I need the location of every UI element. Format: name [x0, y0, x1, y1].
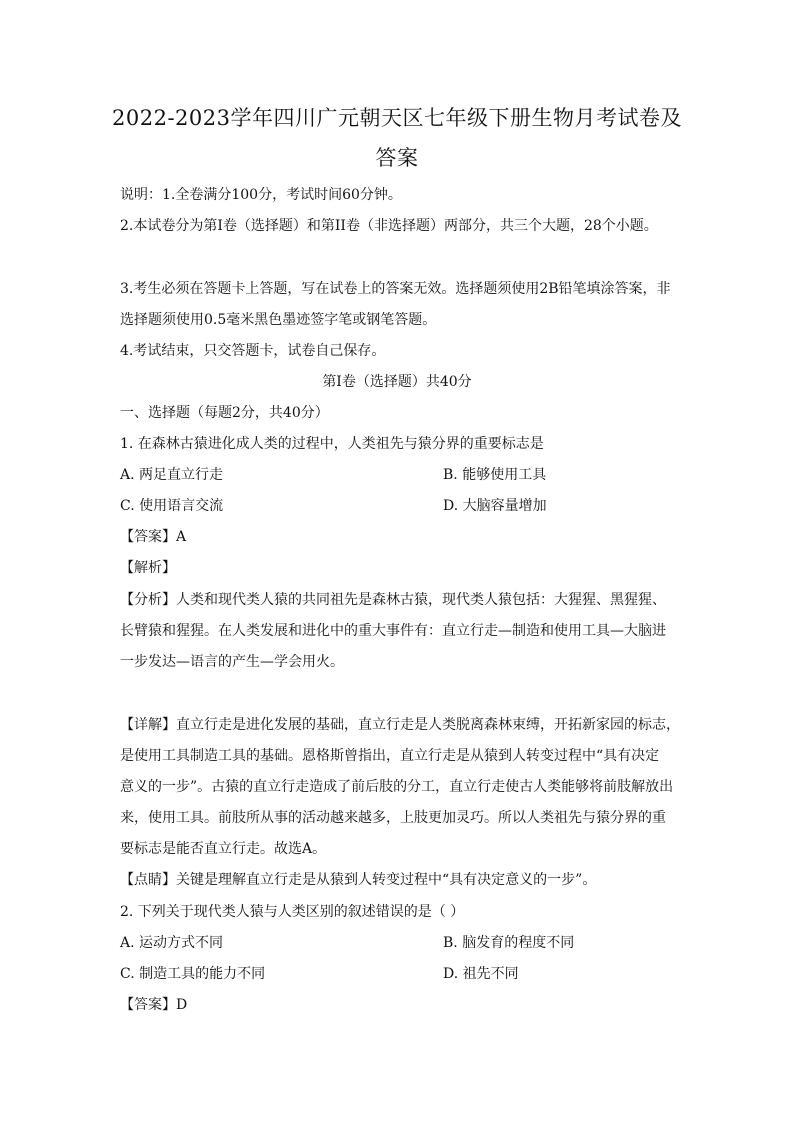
question-1-xiangjie-line-2: 是使用工具制造工具的基础。恩格斯曾指出，直立行走是从猿到人转变过程中“具有决定 [120, 748, 660, 764]
question-1-analysis-label: 【解析】 [120, 560, 176, 576]
instruction-line-1: 说明：1.全卷满分100分，考试时间60分钟。 [120, 187, 402, 203]
question-1-xiangjie-line-1: 【详解】直立行走是进化发展的基础，直立行走是人类脱离森林束缚，开拓新家园的标志， [120, 717, 680, 733]
section-header: 第I卷（选择题）共40分 [322, 374, 472, 390]
question-2-option-c: C. 制造工具的能力不同 [120, 966, 266, 982]
question-2-answer: 【答案】D [120, 997, 188, 1013]
question-1-xiangjie-line-5: 要标志是能否直立行走。故选A。 [120, 841, 327, 857]
part-title: 一、选择题（每题2分，共40分） [120, 405, 329, 421]
question-1-fenxi-line-3: 一步发达—语言的产生—学会用火。 [120, 654, 344, 670]
instruction-line-3b: 选择题须使用0.5毫米黑色墨迹签字笔或钢笔答题。 [120, 312, 437, 328]
question-1-answer: 【答案】A [120, 529, 187, 545]
question-2-option-a: A. 运动方式不同 [120, 935, 224, 951]
question-2-stem: 2. 下列关于现代类人猿与人类区别的叙述错误的是（ ） [120, 904, 465, 920]
question-1-option-d: D. 大脑容量增加 [443, 498, 547, 514]
question-1-xiangjie-line-3: 意义的一步”。古猿的直立行走造成了前后肢的分工，直立行走使古人类能够将前肢解放出 [120, 779, 674, 795]
document-title-line-1: 2022-2023学年四川广元朝天区七年级下册生物月考试卷及 [112, 106, 682, 130]
instruction-line-3a: 3.考生必须在答题卡上答题，写在试卷上的答案无效。选择题须使用2B铅笔填涂答案，非 [120, 281, 671, 297]
question-1-stem: 1. 在森林古猿进化成人类的过程中，人类祖先与猿分界的重要标志是 [120, 436, 544, 452]
question-1-fenxi-line-2: 长臂猿和猩猩。在人类发展和进化中的重大事件有：直立行走—制造和使用工具—大脑进 [120, 623, 666, 639]
question-2-option-d: D. 祖先不同 [443, 966, 519, 982]
instruction-line-2: 2.本试卷分为第I卷（选择题）和第II卷（非选择题）两部分，共三个大题，28个小题。 [120, 218, 658, 234]
instruction-line-4: 4.考试结束，只交答题卡，试卷自己保存。 [120, 343, 386, 359]
question-1-option-a: A. 两足直立行走 [120, 467, 224, 483]
question-1-xiangjie-line-4: 来，使用工具。前肢所从事的活动越来越多，上肢更加灵巧。所以人类祖先与猿分界的重 [120, 810, 666, 826]
question-1-fenxi-line-1: 【分析】人类和现代类人猿的共同祖先是森林古猿，现代类人猿包括：大猩猩、黑猩猩、 [120, 592, 666, 608]
document-title-line-2: 答案 [375, 146, 419, 170]
question-1-option-b: B. 能够使用工具 [443, 467, 547, 483]
question-1-option-c: C. 使用语言交流 [120, 498, 224, 514]
question-2-option-b: B. 脑发育的程度不同 [443, 935, 575, 951]
question-1-dianjing: 【点睛】关键是理解直立行走是从猿到人转变过程中“具有决定意义的一步”。 [120, 872, 597, 888]
